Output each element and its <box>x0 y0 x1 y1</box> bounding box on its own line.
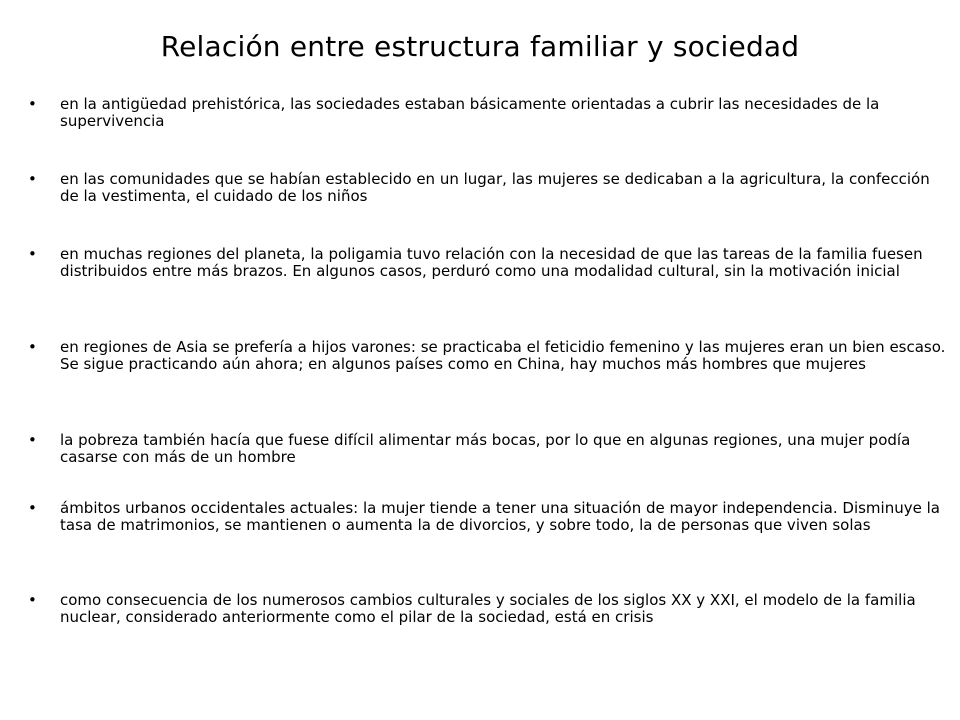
bullet-text: en muchas regiones del planeta, la poligamia tuvo relación con la necesidad de que las tareas de la familia fuesen distribuidos entre más brazos. En algunos casos, perduró como una modalidad cultural, sin la motivación inicial <box>60 245 923 280</box>
bullet-icon: • <box>28 499 37 517</box>
bullet-item-2 <box>28 171 948 246</box>
bullet-list <box>28 96 948 652</box>
bullet-item-6 <box>28 500 948 592</box>
slide-title: Relación entre estructura familiar y sociedad <box>160 30 800 63</box>
bullet-item-4 <box>28 339 948 432</box>
bullet-icon: • <box>28 245 37 263</box>
bullet-item-3 <box>28 246 948 339</box>
bullet-text: como consecuencia de los numerosos cambios culturales y sociales de los siglos XX y XXI, el modelo de la familia nuclear, considerado anteriormente como el pilar de la sociedad, está en crisis <box>60 591 916 626</box>
bullet-icon: • <box>28 431 37 449</box>
bullet-item-7 <box>28 592 948 652</box>
bullet-text: en la antigüedad prehistórica, las sociedades estaban básicamente orientadas a cubrir las necesidades de la supervivencia <box>60 95 880 130</box>
bullet-item-5 <box>28 432 948 500</box>
bullet-text: la pobreza también hacía que fuese difícil alimentar más bocas, por lo que en algunas regiones, una mujer podía casarse con más de un hombre <box>60 431 911 466</box>
bullet-text: ámbitos urbanos occidentales actuales: la mujer tiende a tener una situación de mayor independencia. Disminuye la tasa de matrimonios, se mantienen o aumenta la de divorcios, y sobre todo, la de personas que viven solas <box>60 499 940 534</box>
bullet-text: en regiones de Asia se prefería a hijos varones: se practicaba el feticidio femenino y las mujeres eran un bien escaso. Se sigue practicando aún ahora; en algunos países como en China, hay muchos más hombres que mujeres <box>60 338 946 373</box>
bullet-item-1 <box>28 96 948 171</box>
bullet-icon: • <box>28 591 37 609</box>
bullet-icon: • <box>28 170 37 188</box>
bullet-text: en las comunidades que se habían establecido en un lugar, las mujeres se dedicaban a la agricultura, la confección de la vestimenta, el cuidado de los niños <box>60 170 930 205</box>
bullet-icon: • <box>28 95 37 113</box>
bullet-icon: • <box>28 338 37 356</box>
